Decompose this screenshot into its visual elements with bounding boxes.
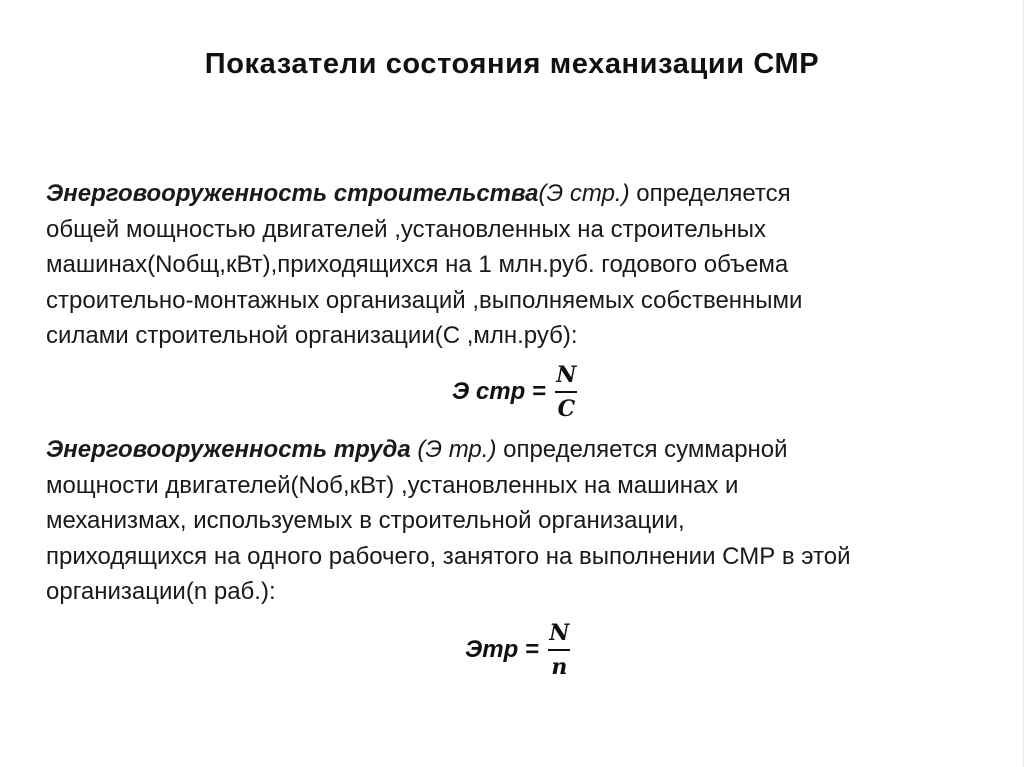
paragraph-line: силами строительной организации(С ,млн.руб): bbox=[46, 322, 578, 349]
paragraph-line: мощности двигателей(Nоб,кВт) ,установленных на машинах и bbox=[46, 471, 739, 499]
term-abbreviation: (Э тр.) bbox=[410, 436, 497, 463]
fraction-numerator: N bbox=[549, 620, 570, 646]
fraction-bar bbox=[555, 391, 577, 393]
term-construction-power: Энерговооруженность строительства bbox=[46, 180, 539, 207]
paragraph-text: определяется суммарной bbox=[496, 436, 788, 463]
fraction bbox=[547, 620, 571, 680]
paragraph-line: машинах(Nобщ,кВт),приходящихся на 1 млн.руб. годового объема bbox=[46, 251, 789, 278]
paragraph-line: приходящихся на одного рабочего, занятого на выполнении СМР в этой bbox=[46, 542, 851, 570]
paragraph-line bbox=[46, 176, 1006, 212]
paragraph-text: определяется bbox=[629, 180, 791, 207]
paragraph-line bbox=[46, 432, 1006, 468]
fraction-bar bbox=[548, 649, 570, 651]
fraction-numerator: N bbox=[556, 362, 577, 388]
slide-title: Показатели состояния механизации СМР bbox=[204, 48, 820, 80]
paragraph-labor-power bbox=[46, 432, 1006, 610]
equals-sign: = bbox=[525, 636, 540, 663]
formula-labor-power bbox=[465, 620, 571, 680]
formula-construction-power bbox=[452, 362, 578, 422]
paragraph-construction-power bbox=[46, 176, 1006, 354]
term-labor-power: Энерговооруженность труда bbox=[46, 436, 411, 463]
paragraph-line: строительно-монтажных организаций ,выполняемых собственными bbox=[46, 286, 803, 314]
fraction-denominator: n bbox=[551, 654, 568, 680]
term-abbreviation: (Э стр.) bbox=[538, 180, 630, 207]
paragraph-line: организации(n раб.): bbox=[46, 578, 276, 605]
equals-sign: = bbox=[532, 378, 547, 405]
fraction bbox=[554, 362, 578, 422]
formula-lhs: Этр bbox=[465, 636, 519, 663]
paragraph-line: механизмах, используемых в строительной организации, bbox=[46, 507, 685, 534]
fraction-denominator: C bbox=[557, 396, 576, 422]
formula-lhs: Э стр bbox=[452, 378, 526, 405]
paragraph-line: общей мощностью двигателей ,установленных на строительных bbox=[46, 215, 766, 243]
